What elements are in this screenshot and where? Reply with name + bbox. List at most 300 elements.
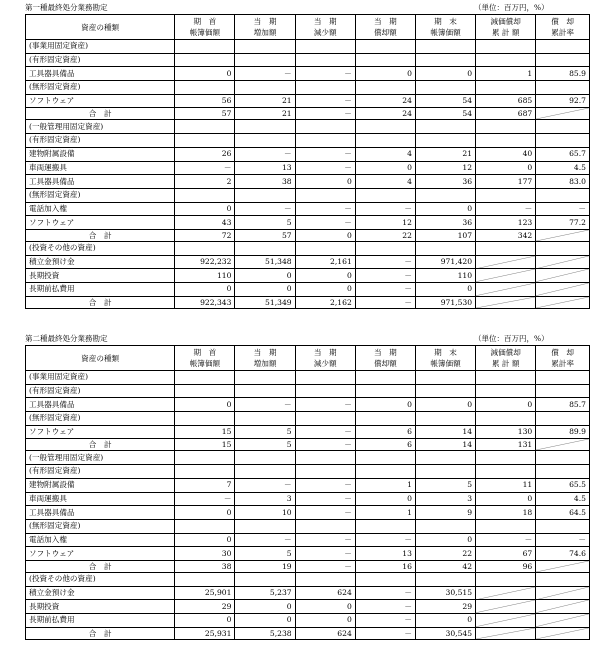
total-value: 25,931 (175, 627, 235, 639)
value-cell: － (295, 506, 355, 520)
total-value: － (355, 296, 415, 308)
value-cell: － (355, 283, 415, 297)
value-cell: 67 (476, 547, 536, 561)
value-cell (415, 53, 475, 67)
value-cell: － (295, 216, 355, 230)
table-row (26, 67, 590, 81)
value-cell (235, 371, 295, 385)
header-col-5: 期 末 帳簿価額 (415, 346, 475, 371)
value-cell: 4.5 (536, 492, 590, 506)
header-col-2: 当 期 増加額 (235, 346, 295, 371)
section-title: 第一種最終処分業務勘定 (25, 3, 108, 12)
value-cell: 0 (355, 161, 415, 175)
value-cell (295, 188, 355, 202)
value-cell: － (355, 269, 415, 283)
value-cell: 65.5 (536, 478, 590, 492)
value-cell: 0 (295, 600, 355, 614)
value-cell: 0 (175, 283, 235, 297)
value-cell: 43 (175, 216, 235, 230)
value-cell (355, 572, 415, 586)
hatched-cell (536, 296, 590, 308)
value-cell: 130 (476, 425, 536, 439)
value-cell: 25,901 (175, 586, 235, 600)
value-cell (175, 451, 235, 465)
table-row (26, 202, 590, 216)
value-cell (295, 134, 355, 148)
total-value: 16 (355, 560, 415, 572)
row-label: 長期前払費用 (26, 614, 175, 628)
row-label: (事業用固定資産) (26, 40, 175, 54)
value-cell (295, 465, 355, 479)
table-row (26, 40, 590, 54)
row-label: 積立金預け金 (26, 255, 175, 269)
table-row (26, 283, 590, 297)
row-label: 工具器具備品 (26, 67, 175, 81)
value-cell (476, 465, 536, 479)
table-row (26, 269, 590, 283)
total-value: 5 (235, 439, 295, 451)
hatched-cell (536, 439, 590, 451)
value-cell: 12 (415, 161, 475, 175)
value-cell: 922,232 (175, 255, 235, 269)
row-label: ソフトウェア (26, 94, 175, 108)
hatched-cell (476, 269, 536, 283)
total-row (26, 296, 590, 308)
value-cell (476, 40, 536, 54)
value-cell: 0 (235, 600, 295, 614)
value-cell: － (355, 600, 415, 614)
value-cell: 9 (415, 506, 475, 520)
row-label: 工具器具備品 (26, 506, 175, 520)
table-row (26, 533, 590, 547)
total-value: － (295, 108, 355, 120)
table-row (26, 81, 590, 95)
total-value: 6 (355, 439, 415, 451)
value-cell: 11 (476, 478, 536, 492)
header-row (26, 15, 590, 40)
table-row (26, 175, 590, 189)
value-cell: 30 (175, 547, 235, 561)
row-label: 工具器具備品 (26, 175, 175, 189)
total-label: 合 計 (26, 296, 175, 308)
value-cell: 0 (415, 614, 475, 628)
total-row (26, 108, 590, 120)
row-label: 積立金預け金 (26, 586, 175, 600)
value-cell (355, 241, 415, 255)
value-cell (536, 188, 590, 202)
value-cell: 22 (415, 547, 475, 561)
value-cell (235, 53, 295, 67)
row-label: 電話加入権 (26, 202, 175, 216)
value-cell (295, 53, 355, 67)
value-cell: 0 (476, 398, 536, 412)
value-cell (175, 53, 235, 67)
table-row (26, 614, 590, 628)
hatched-cell (476, 586, 536, 600)
row-label: ソフトウェア (26, 425, 175, 439)
value-cell (175, 465, 235, 479)
value-cell (175, 134, 235, 148)
table-row (26, 519, 590, 533)
value-cell: 36 (415, 175, 475, 189)
value-cell: － (235, 202, 295, 216)
value-cell: 0 (355, 492, 415, 506)
total-value: 5,238 (235, 627, 295, 639)
total-value: 38 (175, 560, 235, 572)
hatched-cell (536, 269, 590, 283)
value-cell: 0 (476, 492, 536, 506)
unit-label: （単位：百万円，%） (474, 3, 549, 12)
value-cell: 0 (175, 614, 235, 628)
total-value: 971,530 (415, 296, 475, 308)
row-label: 長期投資 (26, 269, 175, 283)
value-cell (536, 384, 590, 398)
value-cell (476, 53, 536, 67)
value-cell: 18 (476, 506, 536, 520)
value-cell: 65.7 (536, 147, 590, 161)
table-row (26, 412, 590, 426)
total-value: 21 (235, 108, 295, 120)
total-value: 14 (415, 439, 475, 451)
table-row (26, 255, 590, 269)
total-value: － (295, 560, 355, 572)
value-cell: － (536, 202, 590, 216)
value-cell: 0 (415, 67, 475, 81)
value-cell: － (476, 533, 536, 547)
value-cell (536, 134, 590, 148)
table-row (26, 53, 590, 67)
value-cell (536, 241, 590, 255)
value-cell: － (295, 492, 355, 506)
row-label: (有形固定資産) (26, 134, 175, 148)
value-cell (476, 120, 536, 134)
total-value: 57 (175, 108, 235, 120)
hatched-cell (536, 614, 590, 628)
value-cell: 5 (235, 216, 295, 230)
table-row (26, 451, 590, 465)
value-cell: － (355, 586, 415, 600)
value-cell (415, 519, 475, 533)
total-value: 15 (175, 439, 235, 451)
value-cell: 14 (415, 425, 475, 439)
value-cell: 85.9 (536, 67, 590, 81)
header-col-3: 当 期 減少額 (295, 15, 355, 40)
value-cell (355, 40, 415, 54)
header-col-7: 償 却 累計率 (536, 15, 590, 40)
value-cell: 7 (175, 478, 235, 492)
value-cell (415, 412, 475, 426)
value-cell: 4 (355, 175, 415, 189)
value-cell: 1 (355, 506, 415, 520)
value-cell (235, 241, 295, 255)
value-cell (235, 572, 295, 586)
table-row (26, 161, 590, 175)
total-value: 54 (415, 108, 475, 120)
value-cell (476, 412, 536, 426)
value-cell: 24 (355, 94, 415, 108)
value-cell: 89.9 (536, 425, 590, 439)
value-cell (235, 412, 295, 426)
value-cell (295, 451, 355, 465)
value-cell (355, 451, 415, 465)
row-label: (投資その他の資産) (26, 241, 175, 255)
header-col-1: 期 首 帳簿価額 (175, 15, 235, 40)
total-value: － (355, 627, 415, 639)
value-cell (295, 120, 355, 134)
value-cell: 624 (295, 586, 355, 600)
table-row (26, 188, 590, 202)
value-cell: － (295, 398, 355, 412)
value-cell (235, 134, 295, 148)
value-cell (295, 371, 355, 385)
value-cell (355, 384, 415, 398)
value-cell: 0 (476, 161, 536, 175)
header-col-4: 当 期 償却額 (355, 15, 415, 40)
total-row (26, 439, 590, 451)
value-cell: 15 (175, 425, 235, 439)
value-cell: 85.7 (536, 398, 590, 412)
value-cell: 1 (476, 67, 536, 81)
value-cell: － (355, 202, 415, 216)
value-cell: － (235, 478, 295, 492)
value-cell: 5 (235, 425, 295, 439)
table-row (26, 465, 590, 479)
value-cell (235, 40, 295, 54)
row-label: 長期前払費用 (26, 283, 175, 297)
table-row (26, 572, 590, 586)
value-cell (175, 384, 235, 398)
table-row (26, 506, 590, 520)
row-label: ソフトウェア (26, 216, 175, 230)
value-cell (295, 572, 355, 586)
row-label: 車両運搬具 (26, 161, 175, 175)
total-value: 24 (355, 108, 415, 120)
value-cell (415, 188, 475, 202)
total-value: 30,545 (415, 627, 475, 639)
total-value: 51,349 (235, 296, 295, 308)
row-label: (一般管理用固定資産) (26, 120, 175, 134)
value-cell (295, 384, 355, 398)
value-cell: 177 (476, 175, 536, 189)
value-cell: 0 (415, 283, 475, 297)
value-cell: 3 (415, 492, 475, 506)
value-cell (175, 188, 235, 202)
row-label: 電話加入権 (26, 533, 175, 547)
value-cell: 0 (175, 398, 235, 412)
row-label: (有形固定資産) (26, 53, 175, 67)
total-value: 22 (355, 229, 415, 241)
value-cell: 1 (355, 478, 415, 492)
value-cell: 0 (355, 398, 415, 412)
value-cell (235, 519, 295, 533)
hatched-cell (536, 586, 590, 600)
value-cell: 36 (415, 216, 475, 230)
total-value: 107 (415, 229, 475, 241)
value-cell: 0 (295, 269, 355, 283)
value-cell (415, 40, 475, 54)
hatched-cell (476, 600, 536, 614)
value-cell: 40 (476, 147, 536, 161)
hatched-cell (476, 627, 536, 639)
row-label: 車両運搬具 (26, 492, 175, 506)
total-row (26, 627, 590, 639)
value-cell: 685 (476, 94, 536, 108)
value-cell: 21 (415, 147, 475, 161)
value-cell (175, 519, 235, 533)
row-label: (無形固定資産) (26, 412, 175, 426)
total-row (26, 560, 590, 572)
hatched-cell (536, 627, 590, 639)
row-label: (無形固定資産) (26, 81, 175, 95)
value-cell (295, 81, 355, 95)
value-cell (536, 451, 590, 465)
total-value: 131 (476, 439, 536, 451)
total-value: 624 (295, 627, 355, 639)
hatched-cell (476, 614, 536, 628)
value-cell (415, 465, 475, 479)
table-row (26, 492, 590, 506)
value-cell (235, 451, 295, 465)
value-cell (355, 120, 415, 134)
value-cell (536, 519, 590, 533)
value-cell (415, 134, 475, 148)
value-cell: 3 (235, 492, 295, 506)
header-asset-type: 資産の種類 (26, 15, 175, 40)
value-cell: 29 (175, 600, 235, 614)
value-cell: 6 (355, 425, 415, 439)
value-cell: － (295, 533, 355, 547)
value-cell: 0 (235, 269, 295, 283)
value-cell (476, 188, 536, 202)
row-label: (事業用固定資産) (26, 371, 175, 385)
value-cell (355, 371, 415, 385)
header-col-6: 減価償却 累 計 額 (476, 15, 536, 40)
value-cell: 2,161 (295, 255, 355, 269)
row-label: (一般管理用固定資産) (26, 451, 175, 465)
row-label: ソフトウェア (26, 547, 175, 561)
header-row (26, 346, 590, 371)
value-cell (235, 188, 295, 202)
value-cell (476, 371, 536, 385)
value-cell: 0 (175, 533, 235, 547)
table-row (26, 216, 590, 230)
value-cell: － (295, 547, 355, 561)
unit-label: （単位：百万円，%） (474, 334, 549, 343)
total-label: 合 計 (26, 627, 175, 639)
total-value: 72 (175, 229, 235, 241)
value-cell: 77.2 (536, 216, 590, 230)
value-cell (536, 120, 590, 134)
row-label: (無形固定資産) (26, 519, 175, 533)
total-label: 合 計 (26, 229, 175, 241)
value-cell (295, 412, 355, 426)
value-cell: － (355, 614, 415, 628)
value-cell (476, 519, 536, 533)
hatched-cell (536, 283, 590, 297)
table-row (26, 586, 590, 600)
total-value: 19 (235, 560, 295, 572)
table-row (26, 384, 590, 398)
table-row (26, 478, 590, 492)
row-label: 建物附属設備 (26, 478, 175, 492)
value-cell: － (295, 425, 355, 439)
value-cell (175, 572, 235, 586)
value-cell: 0 (415, 533, 475, 547)
row-label: (無形固定資産) (26, 188, 175, 202)
value-cell (295, 519, 355, 533)
value-cell (175, 120, 235, 134)
value-cell (476, 572, 536, 586)
value-cell: 4 (355, 147, 415, 161)
total-value: 342 (476, 229, 536, 241)
hatched-cell (476, 283, 536, 297)
value-cell (536, 81, 590, 95)
value-cell (235, 384, 295, 398)
hatched-cell (536, 600, 590, 614)
value-cell (355, 412, 415, 426)
value-cell: 0 (295, 175, 355, 189)
total-value: 96 (476, 560, 536, 572)
value-cell (536, 53, 590, 67)
value-cell: 0 (175, 202, 235, 216)
value-cell: 13 (235, 161, 295, 175)
value-cell (536, 371, 590, 385)
value-cell: － (295, 147, 355, 161)
value-cell: － (295, 161, 355, 175)
value-cell: － (295, 478, 355, 492)
value-cell: － (536, 533, 590, 547)
hatched-cell (536, 108, 590, 120)
row-label: 工具器具備品 (26, 398, 175, 412)
value-cell (175, 81, 235, 95)
value-cell (415, 120, 475, 134)
header-col-1: 期 首 帳簿価額 (175, 346, 235, 371)
table-row (26, 371, 590, 385)
value-cell (175, 371, 235, 385)
row-label: (有形固定資産) (26, 465, 175, 479)
table-row (26, 94, 590, 108)
total-value: 2,162 (295, 296, 355, 308)
value-cell: 51,348 (235, 255, 295, 269)
value-cell: － (295, 94, 355, 108)
value-cell (355, 188, 415, 202)
total-label: 合 計 (26, 108, 175, 120)
value-cell: － (235, 398, 295, 412)
value-cell (355, 519, 415, 533)
total-value: 0 (295, 229, 355, 241)
value-cell (415, 451, 475, 465)
value-cell (295, 40, 355, 54)
value-cell: － (355, 255, 415, 269)
value-cell: － (235, 67, 295, 81)
total-value: － (295, 439, 355, 451)
value-cell: － (235, 533, 295, 547)
value-cell: 83.0 (536, 175, 590, 189)
value-cell: 92.7 (536, 94, 590, 108)
value-cell (235, 465, 295, 479)
value-cell (295, 241, 355, 255)
header-col-7: 償 却 累計率 (536, 346, 590, 371)
row-label: (投資その他の資産) (26, 572, 175, 586)
table-row (26, 425, 590, 439)
value-cell: 74.6 (536, 547, 590, 561)
value-cell (355, 465, 415, 479)
table-row (26, 147, 590, 161)
value-cell: 0 (355, 67, 415, 81)
value-cell: 971,420 (415, 255, 475, 269)
value-cell: 64.5 (536, 506, 590, 520)
header-col-2: 当 期 増加額 (235, 15, 295, 40)
